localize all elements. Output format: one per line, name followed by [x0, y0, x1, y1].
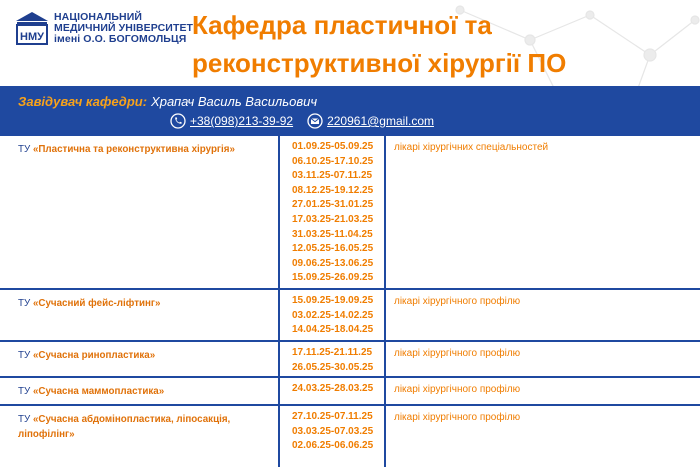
contacts — [170, 113, 448, 129]
email-link[interactable]: 220961@gmail.com — [307, 113, 434, 129]
department-head-band — [0, 86, 700, 136]
university-logo — [14, 10, 193, 46]
table-row — [0, 342, 700, 378]
email-icon — [307, 113, 323, 129]
course-dates: 01.09.25-05.09.25 06.10.25-17.10.25 03.11.25-07.11.25 08.12.25-19.12.25 27.01.25-31.01.25 17.03.25-21.03.25 31.03.25-11.04.25 12.05.25-16.05.25 09.06.25-13.06.25 15.09.25-26.09.25 — [278, 136, 386, 288]
svg-text:НМУ: НМУ — [20, 31, 44, 43]
department-head: Завідувач кафедри: Храпач Василь Васильович — [18, 94, 318, 109]
course-dates: 15.09.25-19.09.25 03.02.25-14.02.25 14.04.25-18.04.25 — [278, 290, 386, 340]
course-dates: 17.11.25-21.11.25 26.05.25-30.05.25 — [278, 342, 386, 376]
course-name: ТУ «Пластична та реконструктивна хірургія» — [18, 144, 235, 155]
course-audience: лікарі хірургічного профілю — [394, 348, 521, 359]
course-dates: 27.10.25-07.11.25 03.03.25-07.03.25 02.06.25-06.06.25 — [278, 406, 386, 467]
table-row — [0, 378, 700, 406]
table-row — [0, 136, 700, 290]
table-row — [0, 406, 700, 467]
phone-icon — [170, 113, 186, 129]
course-name: ТУ «Сучасна маммопластика» — [18, 386, 165, 397]
course-audience: лікарі хірургічного профілю — [394, 412, 521, 423]
table-row — [0, 290, 700, 342]
course-audience: лікарі хірургічних спеціальностей — [394, 142, 549, 153]
course-name: ТУ «Сучасна абдомінопластика, ліпосакція, ліпофілінг» — [18, 414, 231, 440]
course-name: ТУ «Сучасна ринопластика» — [18, 350, 156, 361]
course-dates: 24.03.25-28.03.25 — [278, 378, 386, 404]
course-audience: лікарі хірургічного профілю — [394, 384, 521, 395]
university-name: НАЦІОНАЛЬНИЙ МЕДИЧНИЙ УНІВЕРСИТЕТ імені О.О. БОГОМОЛЬЦЯ — [54, 10, 194, 45]
university-emblem-icon — [14, 10, 50, 46]
course-name: ТУ «Сучасний фейс-ліфтинг» — [18, 298, 161, 309]
course-audience: лікарі хірургічного профілю — [394, 296, 521, 307]
phone-link[interactable]: +38(098)213-39-92 — [170, 113, 293, 129]
page-title: Кафедра пластичної та реконструктивної хірургії ПО — [192, 10, 567, 78]
